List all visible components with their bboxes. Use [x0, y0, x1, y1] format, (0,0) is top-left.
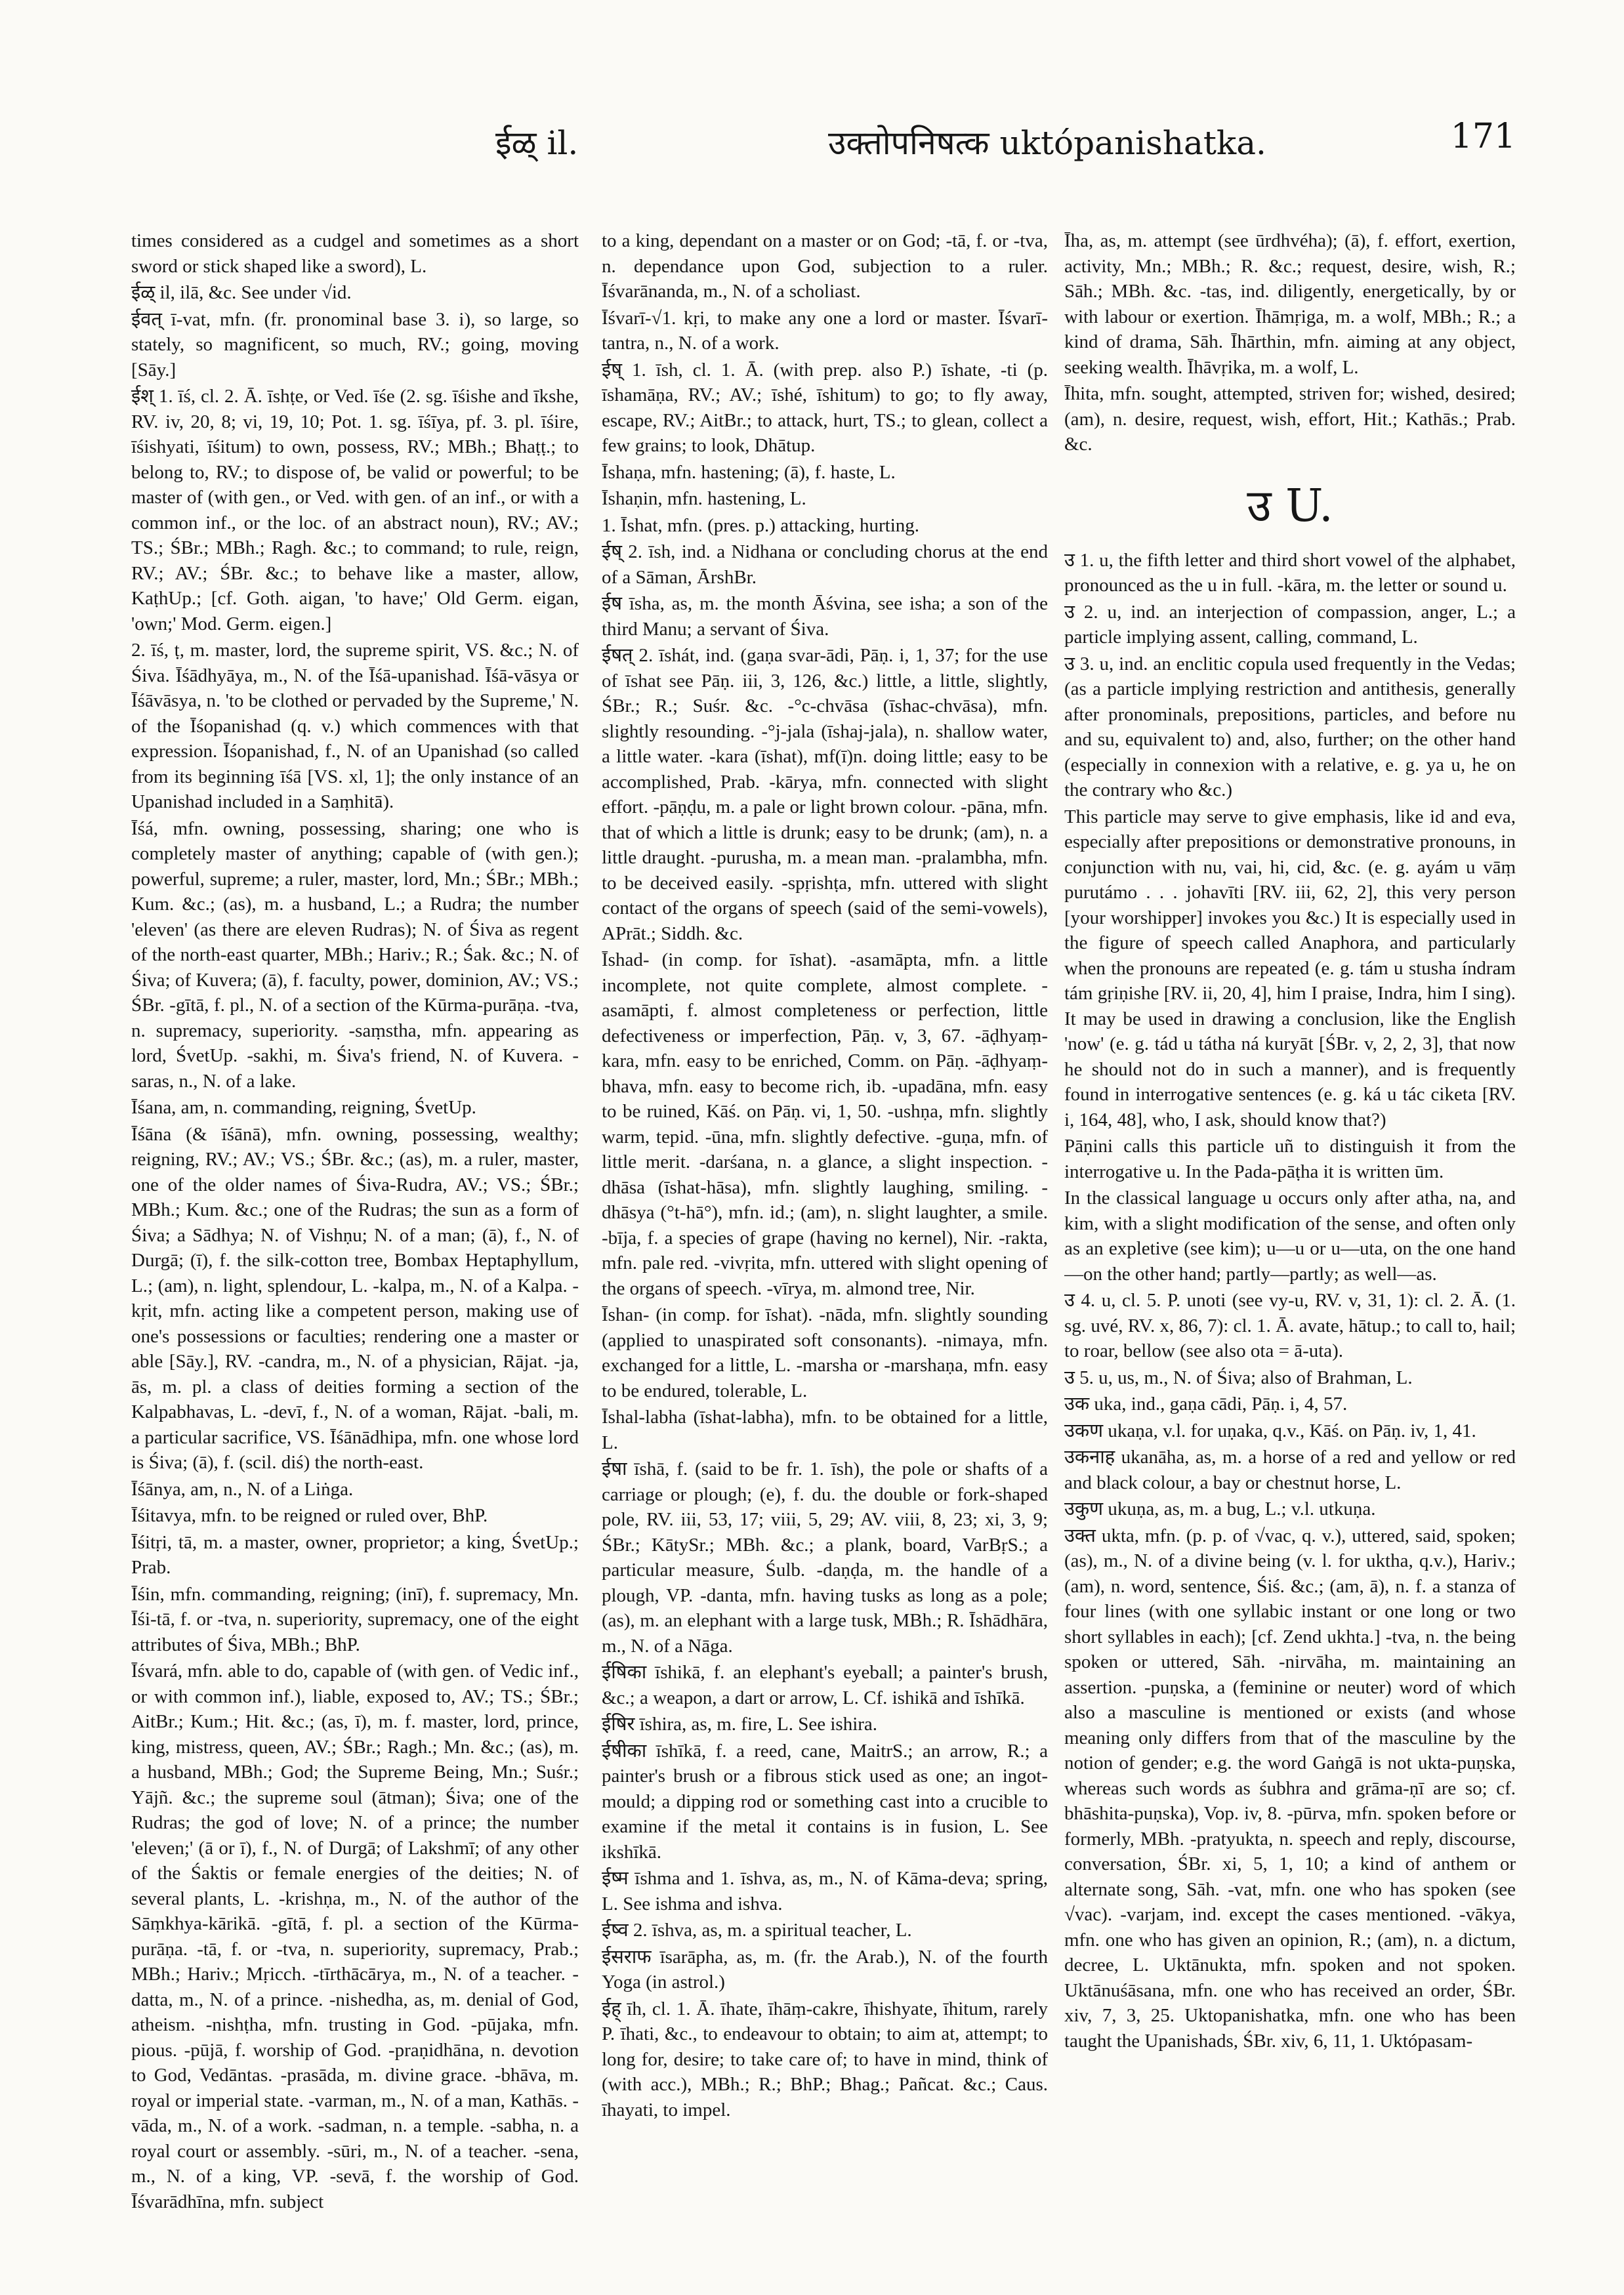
left-guide-word: ईळ् il.: [495, 124, 579, 162]
dictionary-entry: Īśitavya, mfn. to be reigned or ruled over, BhP.: [131, 1505, 488, 1526]
center-guide-word: उक्तोपनिषत्क uktópanishatka.: [828, 124, 1266, 162]
dictionary-entry: उ 2. u, ind. an interjection of compassion, anger, L.; a particle implying assent, calling, command, L.: [1064, 601, 1516, 648]
dictionary-entry: ईह् īh, cl. 1. Ā. īhate, īhāṃ-cakre, īhishyate, īhitum, rarely P. īhati, &c., to endeavour to obtain; to aim at, attempt; to long for, desire; to take care of; to have in mind, think of (with acc.), MBh.; R.; BhP.; Bhag.; Pañcat. &c.; Caus. īhayati, to impel.: [602, 1998, 1048, 2120]
dictionary-entry: ईष् 1. īsh, cl. 1. Ā. (with prep. also P.) īshate, -ti (p. īshamāṇa, RV.; AV.; īshé, īshitum) to go; to fly away, escape, RV.; AitBr.; to attack, hurt, TS.; to glean, collect a few grains; to look, Dhātup.: [602, 359, 1048, 456]
dictionary-entry: 2. īś, ṭ, m. master, lord, the supreme spirit, VS. &c.; N. of Śiva. Īśādhyāya, m., N. of the Īśā-upanishad. Īśā-vāsya or Īśāvāsya, n. 'to be clothed or pervaded by the Supreme,' N. of the Īśopanishad (q. v.) which commences with that expression. Īśopanishad, f., N. of an Upanishad (so called from its beginning īśā [VS. xl, 1]; the only instance of an Upanishad included in a Saṃhitā).: [131, 640, 579, 812]
column-right: [1064, 228, 1516, 2256]
dictionary-entry: This particle may serve to give emphasis, like id and eva, especially after prepositions or demonstrative pronouns, in conjunction with nu, vai, hi, cid, &c. (e. g. ayám u vāṃ purutámo . . . johavīti [RV. iii, 62, 2], this very person [your worshipper] invokes you &c.) It is especially used in the figure of speech called Anaphora, and particularly when the pronouns are repeated (e. g. tám u stusha índram tám gṛiṇishe [RV. ii, 20, 4], him I praise, Indra, him I sing). It may be used in drawing a conclusion, like the English 'now' (e. g. tád u tátha ná kuryāt [ŚBr. v, 2, 2, 3], that now he should not do in such a manner), and is frequently found in interrogative sentences (e. g. ká u tác ciketa [RV. i, 164, 48], who, I ask, should know that?): [1064, 806, 1516, 1130]
dictionary-entry: Īshaṇin, mfn. hastening, L.: [602, 488, 806, 509]
column-left: [131, 228, 579, 2256]
dictionary-entry: Īshal-labha (īshat-labha), mfn. to be obtained for a little, L.: [602, 1407, 1048, 1453]
dictionary-entry: In the classical language u occurs only after atha, na, and kim, with a slight modification of the sense, and often only as an expletive (see kim); u—u or u—uta, on the one hand—on the other hand; partly—partly; as well—as.: [1064, 1188, 1516, 1285]
dictionary-entry: Īśá, mfn. owning, possessing, sharing; one who is completely master of anything; capable of (with gen.); powerful, supreme; a ruler, master, lord, Mn.; ŚBr.; MBh.; Kum. &c.; (as), m. a husband, L.; a Rudra; the number 'eleven' (as there are eleven Rudras); N. of Śiva as regent of the north-east quarter, MBh.; Hariv.; R.; Śak. &c.; N. of Śiva; of Kuvera; (ā), f. faculty, power, dominion, AV.; VS.; ŚBr. -gītā, f. pl., N. of a section of the Kūrma-purāṇa. -tva, n. supremacy, superiority. -saṃstha, mfn. appearing as lord, ŚvetUp. -sakhi, m. Śiva's friend, N. of Kuvera. -saras, n., N. of a lake.: [131, 817, 579, 1092]
page-header: [131, 113, 1516, 165]
dictionary-entry: ईळ् il, ilā, &c. See under √id.: [131, 282, 352, 303]
dictionary-entry: ईवत् ī-vat, mfn. (fr. pronominal base 3. i), so large, so stately, so magnificent, so much, RV.; going, moving [Sāy.]: [131, 308, 579, 381]
dictionary-entry: Īshad- (in comp. for īshat). -asamāpta, mfn. a little incomplete, not quite complete, almost complete. -asamāpti, f. almost completeness or perfection, little defectiveness or imperfection, Pāṇ. v, 3, 67. -āḍhyaṃ-kara, mfn. easy to be enriched, Comm. on Pāṇ. -āḍhyaṃ-bhava, mfn. easy to become rich, ib. -upadāna, mfn. easy to be ruined, Kāś. on Pāṇ. vi, 1, 50. -ushṇa, mfn. slightly warm, tepid. -ūna, mfn. slightly defective. -guṇa, mfn. of little merit. -darśana, n. a glance, a slight inspection. -dhāsa (īshat-hāsa), mfn. slightly laughing, smiling. -dhāsya (°t-hā°), mfn. id.; (am), n. slight laughter, a smile. -bīja, f. a species of grape (having no kernel), Nir. -rakta, mfn. pale red. -vivṛita, mfn. uttered with slight opening of the organs of speech. -vīrya, m. almond tree, Nir.: [602, 949, 1048, 1299]
dictionary-entry: ईष्म īshma and 1. īshva, as, m., N. of Kāma-deva; spring, L. See ishma and ishva.: [602, 1868, 1048, 1914]
dictionary-entry: उ 1. u, the fifth letter and third short vowel of the alphabet, pronounced as the u in full. -kāra, m. the letter or sound u.: [1064, 549, 1516, 596]
dictionary-entry: Īśvará, mfn. able to do, capable of (with gen. of Vedic inf., or with common inf.), liable, exposed to, AV.; TS.; ŚBr.; AitBr.; Kum.; Hit. &c.; (as, ī), m. f. master, lord, prince, king, mistress, queen, AV.; ŚBr.; Ragh.; Mn. &c.; (as), m. a husband, MBh.; God; the Supreme Being, Mn.; Suśr.; Yājñ. &c.; the supreme soul (ātman); Śiva; one of the Rudras; the god of love; N. of a prince; the number 'eleven;' (ā or ī), f., N. of Durgā; of Lakshmī; of any other of the Śaktis or female energies of the deities; N. of several plants, L. -krishṇa, m., N. of the author of the Sāṃkhya-kārikā. -gītā, f. pl. a section of the Kūrma-purāṇa. -tā, f. or -tva, n. superiority, supremacy, Prab.; MBh.; Hariv.; Mṛicch. -tīrthācārya, m., N. of a teacher. -datta, m., N. of a prince. -nishedha, as, m. denial of God, atheism. -nishṭha, mfn. trusting in God. -pūjaka, mfn. pious. -pūjā, f. worship of God. -praṇidhāna, n. devotion to God, Vedāntas. -prasāda, m. divine grace. -bhāva, m. royal or imperial state. -varman, m., N. of a man, Kathās. -vāda, m., N. of a work. -sadman, n. a temple. -sabha, n. a royal court or assembly. -sūri, m., N. of a teacher. -sena, m., N. of a king, VP. -sevā, f. the worship of God. Īśvarādhīna, mfn. subject: [131, 1661, 579, 2212]
dictionary-entry: Īśvarī-√1. kṛi, to make any one a lord or master. Īśvarī-tantra, n., N. of a work.: [602, 307, 1048, 354]
dictionary-entry: Īha, as, m. attempt (see ūrdhvéha); (ā), f. effort, exertion, activity, Mn.; MBh.; R. &c.; request, desire, wish, R.; Sāh.; MBh. &c. -tas, ind. diligently, energetically, by or with labour or exertion. Īhāmṛiga, m. a wolf, MBh.; R.; a kind of drama, Sāh. Īhārthin, mfn. aiming at any object, seeking wealth. Īhāvṛika, m. a wolf, L.: [1064, 230, 1516, 378]
dictionary-entry: ईषा īshā, f. (said to be fr. 1. īsh), the pole or shafts of a carriage or plough; (e), f. du. the double or fork-shaped pole, RV. iii, 53, 17; viii, 5, 29; AV. viii, 8, 23; xi, 3, 9; ŚBr.; KātySr.; MBh. &c.; a plank, board, VarBṛS.; a particular measure, Śulb. -daṇḍa, m. the handle of a plough, VP. -danta, mfn. having tusks as long as a pole; (as), m. an elephant with a large tusk, MBh.; R. Īshādhāra, m., N. of a Nāga.: [602, 1458, 1048, 1657]
dictionary-entry: उ 3. u, ind. an enclitic copula used frequently in the Vedas; (as a particle implying restriction and antithesis, generally after pronominals, prepositions, particles, and before nu and su, equivalent to) and, also, further; on the other hand (especially in connexion with a relative, e. g. ya u, he on the contrary who &c.): [1064, 653, 1516, 800]
dictionary-entry: उ 5. u, us, m., N. of Śiva; also of Brahman, L.: [1064, 1367, 1413, 1388]
page-number: 171: [1450, 117, 1516, 156]
dictionary-entry: Īśāna (& īśānā), mfn. owning, possessing, wealthy; reigning, RV.; AV.; VS.; ŚBr. &c.; (as), m. a ruler, master, one of the older names of Śiva-Rudra, AV.; VS.; ŚBr.; MBh.; Kum. &c.; one of the Rudras; the sun as a form of Śiva; a Sādhya; N. of Vishṇu; N. of a man; (ā), f., N. of Durgā; (ī), f. the silk-cotton tree, Bombax Heptaphyllum, L.; (am), n. light, splendour, L. -kalpa, m., N. of a Kalpa. -kṛit, mfn. acting like a competent person, making use of one's possessions or faculties; rendering one a master or able [Sāy.], RV. -candra, m., N. of a physician, Rājat. -ja, ās, m. pl. a class of deities forming a section of the Kalpabhavas, L. -devī, f., N. of a woman, Rājat. -bali, m. a particular sacrifice, VS. Īśānādhipa, mfn. one whose lord is Śiva; (ā), f. (scil. diś) the north-east.: [131, 1123, 579, 1473]
dictionary-entry: उ 4. u, cl. 5. P. unoti (see vy-u, RV. v, 31, 1): cl. 2. Ā. (1. sg. uvé, RV. x, 86, 7): cl. 1. Ā. avate, hātup.; to call to, hail; to roar, bellow (see also ota = ā-uta).: [1064, 1290, 1516, 1361]
dictionary-entry: ईषीका īshīkā, f. a reed, cane, MaitrS.; an arrow, R.; a painter's brush or a fibrous stick used as one; an ingot-mould; a dipping rod or something cast into a crucible to examine if the metal it contains is in fusion, L. See ikshīkā.: [602, 1740, 1048, 1863]
dictionary-entry: Īśana, am, n. commanding, reigning, ŚvetUp.: [131, 1097, 476, 1118]
dictionary-entry: Īśānya, am, n., N. of a Liṅga.: [131, 1478, 354, 1500]
dictionary-entry: उकुण ukuṇa, as, m. a bug, L.; v.l. utkuṇa.: [1064, 1499, 1376, 1520]
dictionary-entry: Īshan- (in comp. for īshat). -nāda, mfn. slightly sounding (applied to unaspirated soft consonants). -nimaya, mfn. exchanged for a little, L. -marsha or -marshaṇa, mfn. easy to be endured, tolerable, L.: [602, 1304, 1048, 1401]
dictionary-entry: Pāṇini calls this particle uñ to distinguish it from the interrogative u. In the Pada-pāṭha it is written ūm.: [1064, 1136, 1516, 1182]
dictionary-entry: ईषत् 2. īshát, ind. (gaṇa svar-ādi, Pāṇ. i, 1, 37; for the use of īshat see Pāṇ. iii, 3, 126, &c.) little, a little, slightly, ŚBr.; R.; Suśr. &c. -°c-chvāsa (īshac-chvāsa), mfn. slightly resounding. -°j-jala (īshaj-jala), n. shallow water, a little water. -kara (īshat), mf(ī)n. doing little; easy to be accomplished, Prab. -kārya, mfn. connected with slight effort. -pāṇḍu, m. a pale or light brown colour. -pāna, mfn. that of which a little is drunk; easy to be drunk; (am), n. a little draught. -purusha, m. a mean man. -pralambha, mfn. to be deceived easily. -spṛishṭa, mfn. uttered with slight contact of the organs of speech (said of the semi-vowels), APrāt.; Siddh. &c.: [602, 645, 1048, 944]
dictionary-entry: to a king, dependant on a master or on God; -tā, f. or -tva, n. dependance upon God, subjection to a ruler. Īśvarānanda, m., N. of a scholiast.: [602, 230, 1048, 302]
dictionary-entry: Īshaṇa, mfn. hastening; (ā), f. haste, L.: [602, 461, 896, 483]
column-middle: [602, 228, 1048, 2256]
dictionary-entry: ईष्व 2. īshva, as, m. a spiritual teacher, L.: [602, 1920, 912, 1941]
dictionary-entry: उक्त ukta, mfn. (p. p. of √vac, q. v.), uttered, said, spoken; (as), m., N. of a divine being (v. l. for uktha, q.v.), Hariv.; (am), n. word, sentence, Śiś. &c.; (am, ā), n. f. a stanza of four lines (with one syllabic instant or one long or two short syllables in each); [cf. Zend ukhta.] -tva, n. the being spoken or uttered, Sāh. -nirvāha, m. maintaining an assertion. -puṇska, a (feminine or neuter) word of which also a masculine is mentioned or exists (and whose meaning only differs from that of the masculine by the notion of gender; e.g. the word Gaṅgā is not ukta-puṇska, whereas such words as śubhra and grāma-ṇī are so; cf. bhāshita-puṇska), Vop. iv, 8. -pūrva, mfn. spoken before or formerly, MBh. -pratyukta, n. speech and reply, discourse, conversation, ŚBr. xi, 5, 1, 10; a kind of anthem or alternate song, Sāh. -vat, mfn. one who has spoken (see √vac). -varjam, ind. except the cases mentioned. -vākya, mfn. one who has given an opinion, R.; (am), n. a dictum, decree, L. Uktānukta, mfn. spoken and not spoken. Uktānuśāsana, mfn. one who has received an order, ŚBr. xiv, 7, 3, 25. Uktopanishatka, mfn. one who has been taught the Upanishads, ŚBr. xiv, 6, 11, 1. Uktópasam-: [1064, 1525, 1516, 2052]
dictionary-entry: उक uka, ind., gaṇa cādi, Pāṇ. i, 4, 57.: [1064, 1394, 1348, 1415]
dictionary-entry: उकण ukaṇa, v.l. for uṇaka, q.v., Kāś. on Pāṇ. iv, 1, 41.: [1064, 1420, 1476, 1441]
section-title-u: उ U.: [1247, 480, 1333, 532]
dictionary-entry: ईश् 1. īś, cl. 2. Ā. īshṭe, or Ved. īśe (2. sg. īśishe and īkshe, RV. iv, 20, 8; vi, 19, 10; Pot. 1. sg. īśīya, pf. 3. pl. īśire, īśishyati, īśitum) to own, possess, RV.; MBh.; Bhaṭṭ.; to belong to, RV.; to dispose of, be valid or powerful; to be master of (with gen., or Ved. with gen. of an inf., or with a common inf., or the loc. of an abstract noun), RV.; AV.; TS.; ŚBr.; MBh.; Ragh. &c.; to command; to rule, reign, RV.; AV.; ŚBr. &c.; to behave like a master, allow, KaṭhUp.; [cf. Goth. aigan, 'to have;' Old Germ. eigan, 'own;' Mod. Germ. eigen.]: [131, 386, 579, 634]
dictionary-entry: Īhita, mfn. sought, attempted, striven for; wished, desired; (am), n. desire, request, wish, effort, Hit.; Kathās.; Prab. &c.: [1064, 383, 1516, 455]
dictionary-entry: ईष् 2. īsh, ind. a Nidhana or concluding chorus at the end of a Sāman, ĀrshBr.: [602, 541, 1048, 588]
dictionary-entry: Īśin, mfn. commanding, reigning; (inī), f. supremacy, Mn. Īśi-tā, f. or -tva, n. superiority, supremacy, one of the eight attributes of Śiva, MBh.; BhP.: [131, 1583, 579, 1655]
dictionary-entry: times considered as a cudgel and sometimes as a short sword or stick shaped like a sword), L.: [131, 230, 579, 277]
dictionary-entry: Īśitṛi, tā, m. a master, owner, proprietor; a king, ŚvetUp.; Prab.: [131, 1531, 579, 1578]
dictionary-entry: ईषिका īshikā, f. an elephant's eyeball; a painter's brush, &c.; a weapon, a dart or arrow, L. Cf. ishikā and īshīkā.: [602, 1662, 1048, 1708]
dictionary-entry: उकनाह ukanāha, as, m. a horse of a red and yellow or red and black colour, a bay or chestnut horse, L.: [1064, 1447, 1516, 1493]
dictionary-entry: ईसराफ īsarāpha, as, m. (fr. the Arab.), N. of the fourth Yoga (in astrol.): [602, 1946, 1048, 1993]
dictionary-entry: ईषिर īshira, as, m. fire, L. See ishira.: [602, 1714, 878, 1735]
dictionary-entry: ईष īsha, as, m. the month Āśvina, see isha; a son of the third Manu; a servant of Śiva.: [602, 593, 1048, 640]
dictionary-entry: 1. Īshat, mfn. (pres. p.) attacking, hurting.: [602, 514, 920, 536]
